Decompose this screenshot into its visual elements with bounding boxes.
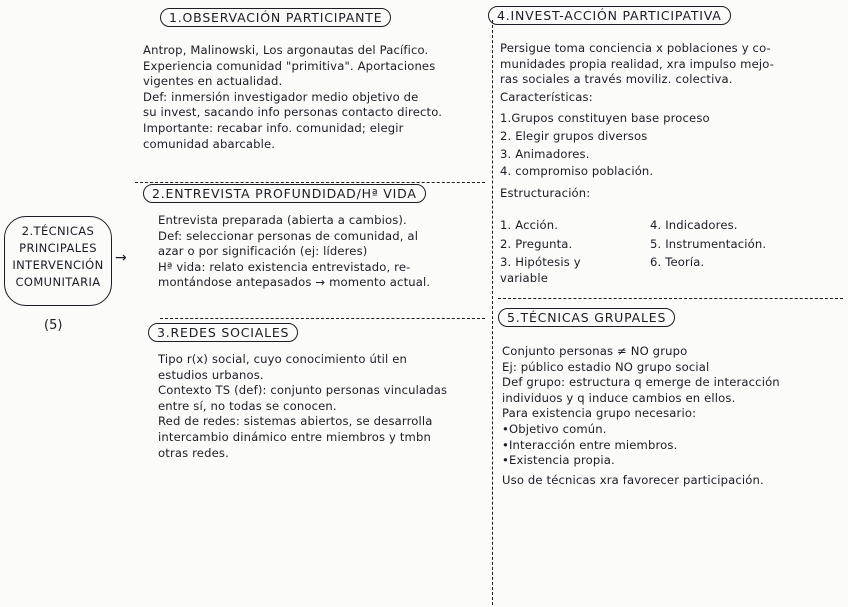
list-item: 3. Hipótesis y variable [500, 255, 581, 285]
topic-box [4, 216, 112, 306]
note-line: individuos y q induce cambios en ellos. [502, 390, 736, 405]
note-line: montándose antepasados → momento actual. [158, 275, 431, 290]
note-line: Tipo r(x) social, cuyo conocimiento útil en [158, 352, 408, 366]
note-line: Uso de técnicas xra favorecer participación. [502, 472, 764, 487]
topic-line: 2.TÉCNICAS [21, 224, 95, 238]
topic-line: PRINCIPALES [19, 241, 97, 255]
section-title-entrevista: 2.ENTREVISTA PROFUNDIDAD/Hª VIDA [143, 184, 426, 203]
section-title-observacion: 1.OBSERVACIÓN PARTICIPANTE [160, 8, 391, 27]
note-line: Características: [500, 89, 593, 104]
note-line: intercambio dinámico entre miembros y tmbn [158, 429, 431, 444]
section-body-invest-accion [500, 41, 774, 201]
topic-line: COMUNITARIA [15, 275, 101, 289]
section-title-redes: 3.REDES SOCIALES [148, 323, 298, 342]
note-line: 4. compromiso población. [500, 164, 654, 179]
note-line: Experiencia comunidad "primitiva". Aportaciones [143, 58, 436, 73]
note-line: Para existencia grupo necesario: [502, 406, 697, 421]
note-line: •Existencia propia. [502, 453, 615, 468]
note-line: Hª vida: relato existencia entrevistado, re- [158, 259, 411, 274]
note-line: 1.Grupos constituyen base proceso [500, 111, 710, 126]
note-line: entre sí, no todas se conocen. [158, 398, 337, 413]
note-line: Ej: público estadio NO grupo social [502, 359, 710, 374]
note-line: Persigue toma conciencia x poblaciones y co- [500, 41, 771, 55]
note-line: vigentes en actualidad. [143, 74, 283, 89]
section-title-tecnicas-grupales: 5.TÉCNICAS GRUPALES [498, 308, 675, 327]
section-divider [498, 298, 843, 299]
note-line: munidades propia realidad, xra impulso mejo- [500, 56, 775, 71]
arrow-right-icon: → [115, 250, 127, 266]
section-body-redes [158, 352, 447, 461]
list-item: 2. Pregunta. [500, 236, 573, 251]
note-line: •Objetivo común. [502, 421, 607, 436]
note-line: Antrop, Malinowski, Los argonautas del Pacífico. [143, 43, 429, 57]
note-line: Def: seleccionar personas de comunidad, al [158, 228, 419, 243]
note-line: su invest, sacando info personas contacto directo. [143, 105, 443, 120]
topic-line: INTERVENCIÓN [12, 258, 104, 272]
technique-count: (5) [44, 318, 63, 333]
note-line: Importante: recabar info. comunidad; elegir [143, 120, 404, 135]
note-line: Conjunto personas ≠ NO grupo [502, 344, 688, 358]
list-item: 5. Instrumentación. [650, 236, 767, 251]
note-line: Estructuración: [500, 185, 591, 200]
section-title-invest-accion: 4.INVEST-ACCIÓN PARTICIPATIVA [488, 6, 731, 25]
note-line: •Interacción entre miembros. [502, 437, 678, 452]
note-line: Def grupo: estructura q emerge de interacción [502, 375, 780, 390]
note-line: Entrevista preparada (abierta a cambios). [158, 213, 407, 227]
note-line: 2. Elegir grupos diversos [500, 128, 648, 143]
list-item: 1. Acción. [500, 218, 559, 232]
list-item: 6. Teoría. [650, 255, 705, 270]
note-line: azar o por significación (ej: líderes) [158, 244, 368, 259]
section-divider [160, 318, 485, 319]
note-line: ras sociales a través moviliz. colectiva. [500, 72, 733, 87]
section-body-tecnicas-grupales [502, 344, 780, 488]
column-divider [492, 20, 493, 605]
note-line: otras redes. [158, 445, 229, 460]
note-line: 3. Animadores. [500, 146, 590, 161]
note-line: Contexto TS (def): conjunto personas vinculadas [158, 383, 448, 398]
section-body-entrevista [158, 213, 430, 291]
note-line: Def: inmersión investigador medio objetivo de [143, 89, 419, 104]
note-line: estudios urbanos. [158, 367, 264, 382]
list-item: 4. Indicadores. [650, 218, 738, 232]
note-line: comunidad abarcable. [143, 136, 276, 151]
note-line: Red de redes: sistemas abiertos, se desarrolla [158, 414, 433, 429]
section-divider [135, 182, 485, 183]
estructuracion-list [500, 218, 840, 286]
section-body-observacion [143, 43, 442, 152]
